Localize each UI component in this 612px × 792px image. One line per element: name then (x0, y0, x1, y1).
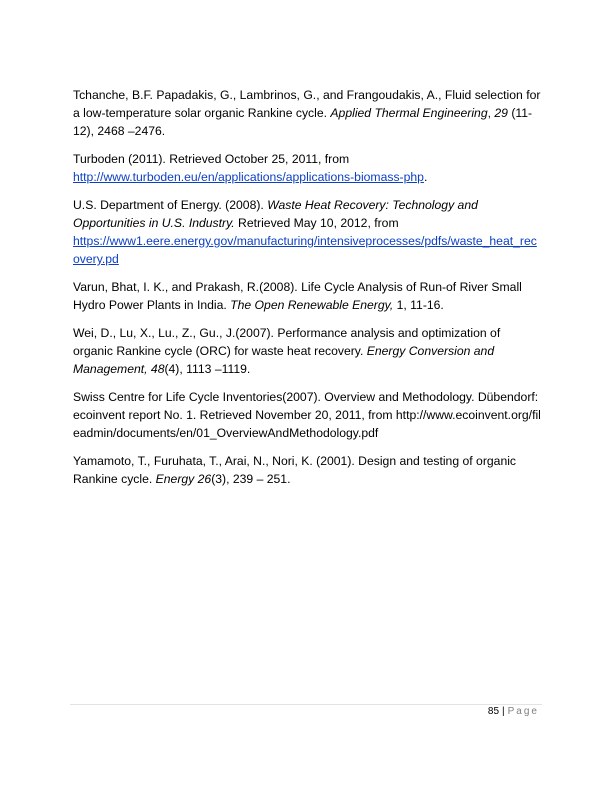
reference-text: , (487, 106, 495, 120)
reference-text: Wei, D., Lu, X., Lu., Z., Gu., J.(2007). Performance analysis and optimization of organic Rankine cycle (ORC) for waste heat recovery. (73, 326, 501, 358)
reference-turboden (73, 150, 543, 186)
reference-text: . (423, 170, 428, 184)
footer-divider (70, 704, 542, 705)
reference-text: U.S. Department of Energy. (2008). (73, 198, 268, 212)
reference-text: (4), 1113 –1119. (164, 362, 251, 376)
reference-tchanche (73, 86, 543, 140)
eere-link[interactable]: https://www1.eere.energy.gov/manufacturing/intensiveprocesses/pdfs/waste_heat_recovery.pd (73, 234, 537, 266)
reference-varun (73, 278, 543, 314)
reference-us-doe (73, 196, 543, 268)
reference-swiss-centre (73, 388, 543, 442)
reference-text: 1, 11-16. (393, 298, 444, 312)
page-footer (488, 706, 539, 717)
journal-title: The Open Renewable Energy, (230, 298, 394, 312)
volume-number: 29 (494, 106, 508, 120)
reference-text: Turboden (2011). Retrieved October 25, 2011, from (73, 152, 350, 166)
reference-text: (11-12), 2468 –2476. (73, 106, 533, 138)
report-title: Waste Heat Recovery: Technology and Opportunities in U.S. Industry. (73, 198, 478, 230)
reference-text: Retrieved May 10, 2012, from (234, 216, 399, 230)
journal-title: Applied Thermal Engineering (330, 106, 488, 120)
page-label: Page (507, 706, 539, 717)
journal-title: Energy Conversion and Management, 48 (73, 344, 495, 376)
reference-text: Varun, Bhat, I. K., and Prakash, R.(2008). Life Cycle Analysis of Run-of River Small Hydro Power Plants in India. (73, 280, 522, 312)
reference-text: Yamamoto, T., Furuhata, T., Arai, N., Nori, K. (2001). Design and testing of organic Rankine cycle. (73, 454, 517, 486)
page-number: 85 (487, 706, 500, 717)
turboden-link[interactable]: http://www.turboden.eu/en/applications/applications-biomass-php (73, 170, 424, 184)
reference-list (73, 86, 543, 498)
reference-text: Tchanche, B.F. Papadakis, G., Lambrinos, G., and Frangoudakis, A., Fluid selection for a low-temperature solar organic Rankine cycle. (73, 88, 541, 120)
journal-title: Energy 26 (155, 472, 212, 486)
reference-wei (73, 324, 543, 378)
reference-yamamoto (73, 452, 543, 488)
reference-text: Swiss Centre for Life Cycle Inventories(2007). Overview and Methodology. Dübendorf: ecoinvent report No. 1. Retrieved November 20, 2011, from http://www.ecoinvent.org/fileadmin/documents/en/01_OverviewAndMethodology.pdf (73, 390, 541, 440)
footer-separator: | (502, 706, 505, 717)
reference-text: (3), 239 – 251. (211, 472, 291, 486)
